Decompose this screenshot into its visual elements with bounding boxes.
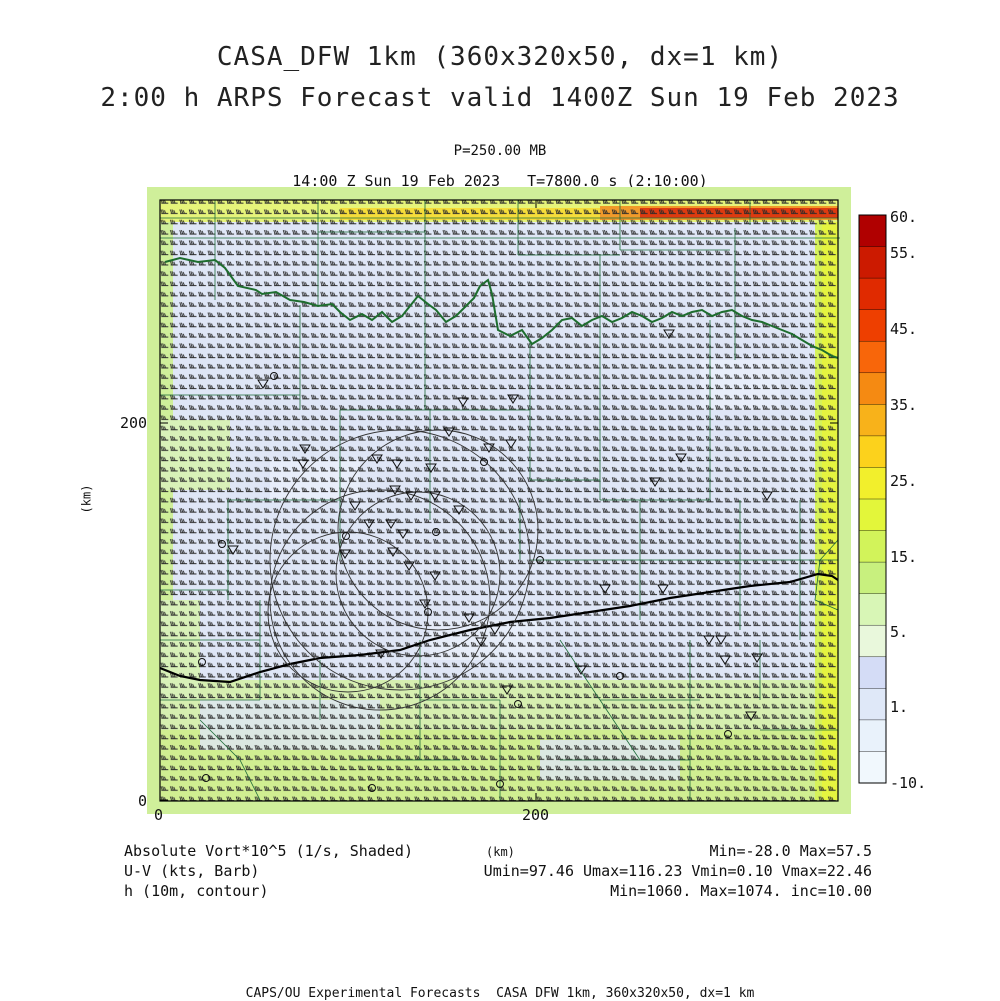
y-axis-label: (km) (79, 484, 94, 514)
colorbar-swatch (859, 278, 886, 310)
colorbar-label-60: 60. (890, 208, 918, 226)
colorbar-swatch (859, 373, 886, 405)
x-axis-label: (km) (486, 845, 515, 859)
colorbar-label-1: 1. (890, 698, 909, 716)
colorbar-label-5: 5. (890, 623, 909, 641)
colorbar-swatch (859, 625, 886, 657)
y-tick-0: 0 (138, 792, 148, 810)
colorbar-label-25: 25. (890, 472, 918, 490)
legend-field-height: h (10m, contour) (124, 882, 269, 900)
colorbar-swatch (859, 562, 886, 594)
colorbar-label-minus10: -10. (890, 774, 927, 792)
legend-field-wind: U-V (kts, Barb) (124, 862, 260, 880)
title-line-1: CASA_DFW 1km (360x320x50, dx=1 km) (216, 42, 784, 72)
x-tick-200: 200 (522, 806, 550, 824)
pressure-level-label: P=250.00 MB (453, 143, 547, 159)
colorbar-swatch (859, 310, 886, 342)
legend-stats-height: Min=1060. Max=1074. inc=10.00 (610, 882, 872, 900)
x-tick-0: 0 (154, 806, 164, 824)
legend-field-vorticity: Absolute Vort*10^5 (1/s, Shaded) (124, 842, 413, 860)
colorbar-label-15: 15. (890, 548, 918, 566)
colorbar-swatch (859, 467, 886, 499)
legend-stats-wind: Umin=97.46 Umax=116.23 Vmin=0.10 Vmax=22.46 (483, 862, 872, 880)
colorbar-swatch (859, 404, 886, 436)
colorbar-label-45: 45. (890, 320, 918, 338)
footer-credit: CAPS/OU Experimental Forecasts CASA DFW 1km, 360x320x50, dx=1 km (245, 986, 755, 1001)
colorbar-swatch (859, 531, 886, 563)
colorbar-swatch (859, 215, 886, 247)
colorbar-swatch (859, 499, 886, 531)
colorbar-swatch (859, 688, 886, 720)
y-tick-200: 200 (120, 414, 148, 432)
colorbar-label-55: 55. (890, 244, 918, 262)
colorbar (859, 215, 886, 784)
valid-time-label: 14:00 Z Sun 19 Feb 2023 T=7800.0 s (2:10:00) (292, 172, 708, 190)
colorbar-swatch (859, 436, 886, 468)
legend-stats-vorticity: Min=-28.0 Max=57.5 (709, 842, 872, 860)
wind-barbs (160, 200, 838, 801)
colorbar-label-35: 35. (890, 396, 918, 414)
colorbar-swatch (859, 751, 886, 783)
title-line-2: 2:00 h ARPS Forecast valid 1400Z Sun 19 Feb 2023 (100, 83, 900, 113)
colorbar-swatch (859, 341, 886, 373)
colorbar-swatch (859, 657, 886, 689)
colorbar-swatch (859, 720, 886, 752)
colorbar-swatch (859, 594, 886, 626)
colorbar-swatch (859, 247, 886, 279)
